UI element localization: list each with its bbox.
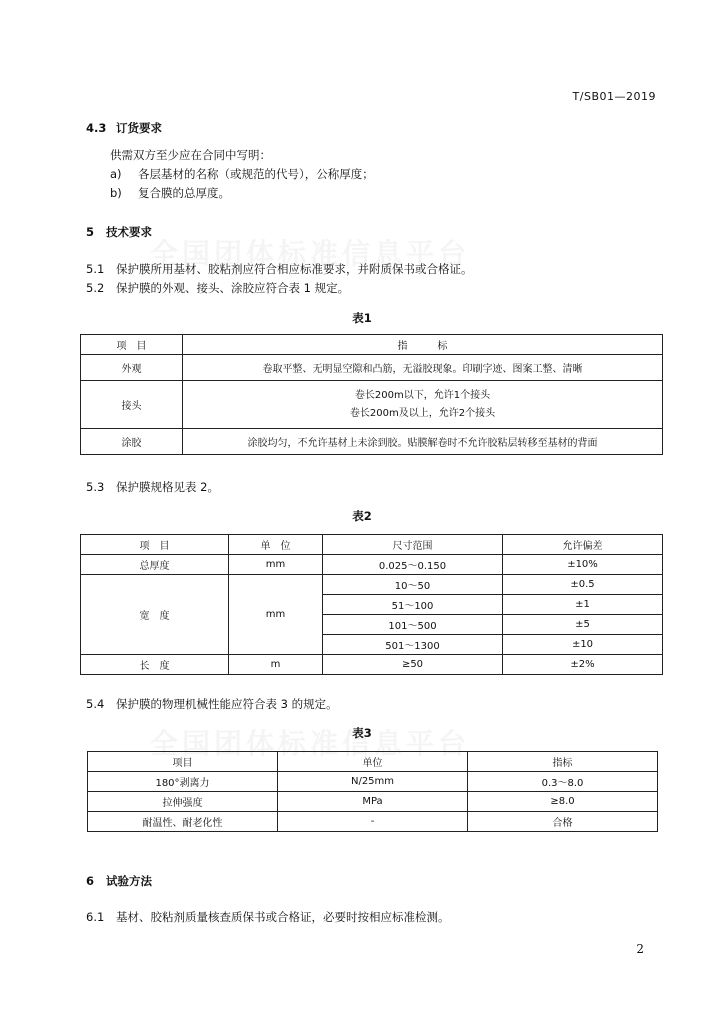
clause-number: 6.1 xyxy=(86,910,105,924)
clause-text: 保护膜的外观、接头、涂胶应符合表 1 规定。 xyxy=(116,281,350,295)
table-row xyxy=(81,575,663,595)
standard-code: T/SB01—2019 xyxy=(572,90,656,103)
table3 xyxy=(87,751,658,832)
clause-5-1 xyxy=(86,262,473,276)
section-5-heading xyxy=(86,224,152,240)
table1-cell-value: 涂胶均匀，不允许基材上未涂到胶。贴膜解卷时不允许胶粘层转移至基材的背面 xyxy=(183,429,663,455)
clause-5-2 xyxy=(86,281,349,295)
table3-header-unit: 单位 xyxy=(278,752,468,772)
section-title: 试验方法 xyxy=(106,874,152,888)
table2-cell-unit: mm xyxy=(229,555,323,575)
section-number: 5 xyxy=(86,225,95,239)
section-title: 订货要求 xyxy=(116,121,162,135)
list-item-b xyxy=(110,186,230,200)
table-row xyxy=(81,655,663,675)
table3-cell-unit: - xyxy=(278,812,468,832)
table-row xyxy=(81,381,663,429)
table2-cell-range: ≥50 xyxy=(323,655,503,675)
table3-cell-unit: N/25mm xyxy=(278,772,468,792)
table2 xyxy=(80,534,663,675)
section-title: 技术要求 xyxy=(106,225,152,239)
table3-header-item: 项目 xyxy=(88,752,278,772)
table2-cell-range: 0.025～0.150 xyxy=(323,555,503,575)
table1-value-line: 卷长200m以下，允许1个接头 xyxy=(354,389,491,401)
table2-cell-tolerance: ±1 xyxy=(503,595,663,615)
table1-cell-item: 接头 xyxy=(81,381,183,429)
table1-header-indicator: 指 标 xyxy=(183,335,663,355)
table2-header-item: 项 目 xyxy=(81,535,229,555)
table3-cell-unit: MPa xyxy=(278,792,468,812)
table1-cell-item: 外观 xyxy=(81,355,183,381)
table2-cell-unit: m xyxy=(229,655,323,675)
table3-cell-item: 拉伸强度 xyxy=(88,792,278,812)
clause-number: 5.4 xyxy=(86,697,105,711)
section-number: 4.3 xyxy=(86,121,107,135)
table2-cell-tolerance: ±5 xyxy=(503,615,663,635)
table2-cell-range: 51～100 xyxy=(323,595,503,615)
table3-cell-value: ≥8.0 xyxy=(468,792,658,812)
table2-cell-item: 总厚度 xyxy=(81,555,229,575)
table2-cell-item: 宽 度 xyxy=(81,575,229,655)
table-row xyxy=(81,429,663,455)
clause-number: 5.2 xyxy=(86,281,105,295)
table1 xyxy=(80,334,663,455)
clause-text: 保护膜的物理机械性能应符合表 3 的规定。 xyxy=(116,697,338,711)
section-4-3-intro: 供需双方至少应在合同中写明： xyxy=(110,148,271,162)
table2-cell-range: 10～50 xyxy=(323,575,503,595)
table1-header-item: 项 目 xyxy=(81,335,183,355)
page-number: 2 xyxy=(636,942,644,956)
table2-caption: 表2 xyxy=(352,509,372,523)
clause-text: 基材、胶粘剂质量核查质保书或合格证，必要时按相应标准检测。 xyxy=(116,910,450,924)
table2-cell-tolerance: ±2% xyxy=(503,655,663,675)
clause-6-1 xyxy=(86,910,450,924)
table3-cell-item: 180°剥离力 xyxy=(88,772,278,792)
table2-header-range: 尺寸范围 xyxy=(323,535,503,555)
table-row xyxy=(88,812,658,832)
clause-number: 5.1 xyxy=(86,262,105,276)
table-row xyxy=(88,792,658,812)
table2-cell-tolerance: ±10 xyxy=(503,635,663,655)
table2-cell-range: 501～1300 xyxy=(323,635,503,655)
table2-cell-range: 101～500 xyxy=(323,615,503,635)
table3-caption: 表3 xyxy=(352,726,372,740)
table2-cell-tolerance: ±0.5 xyxy=(503,575,663,595)
table3-header-indicator: 指标 xyxy=(468,752,658,772)
table2-cell-item: 长 度 xyxy=(81,655,229,675)
table1-value-line: 卷长200m及以上，允许2个接头 xyxy=(349,407,496,419)
table-row xyxy=(81,355,663,381)
clause-5-3 xyxy=(86,480,219,494)
table1-caption: 表1 xyxy=(352,311,372,325)
table2-header-unit: 单 位 xyxy=(229,535,323,555)
table1-cell-value: 卷取平整、无明显空隙和凸筋，无溢胶现象。印刷字迹、图案工整、清晰 xyxy=(183,355,663,381)
table3-cell-value: 0.3～8.0 xyxy=(468,772,658,792)
section-number: 6 xyxy=(86,874,95,888)
clause-text: 保护膜所用基材、胶粘剂应符合相应标准要求，并附质保书或合格证。 xyxy=(116,262,473,276)
section-4-3-heading xyxy=(86,120,162,136)
list-item-a xyxy=(110,167,374,181)
table2-header-tolerance: 允许偏差 xyxy=(503,535,663,555)
table-row xyxy=(88,772,658,792)
table2-cell-tolerance: ±10% xyxy=(503,555,663,575)
list-marker: b) xyxy=(110,186,122,200)
table-row xyxy=(81,555,663,575)
clause-5-4 xyxy=(86,697,338,711)
table1-cell-value xyxy=(183,381,663,429)
list-text: 各层基材的名称（或规范的代号），公称厚度； xyxy=(138,167,374,181)
section-6-heading xyxy=(86,873,152,889)
list-text: 复合膜的总厚度。 xyxy=(138,186,230,200)
clause-number: 5.3 xyxy=(86,480,105,494)
list-marker: a) xyxy=(110,167,122,181)
table3-cell-value: 合格 xyxy=(468,812,658,832)
clause-text: 保护膜规格见表 2。 xyxy=(116,480,219,494)
table2-cell-unit: mm xyxy=(229,575,323,655)
table1-cell-item: 涂胶 xyxy=(81,429,183,455)
table3-cell-item: 耐温性、耐老化性 xyxy=(88,812,278,832)
